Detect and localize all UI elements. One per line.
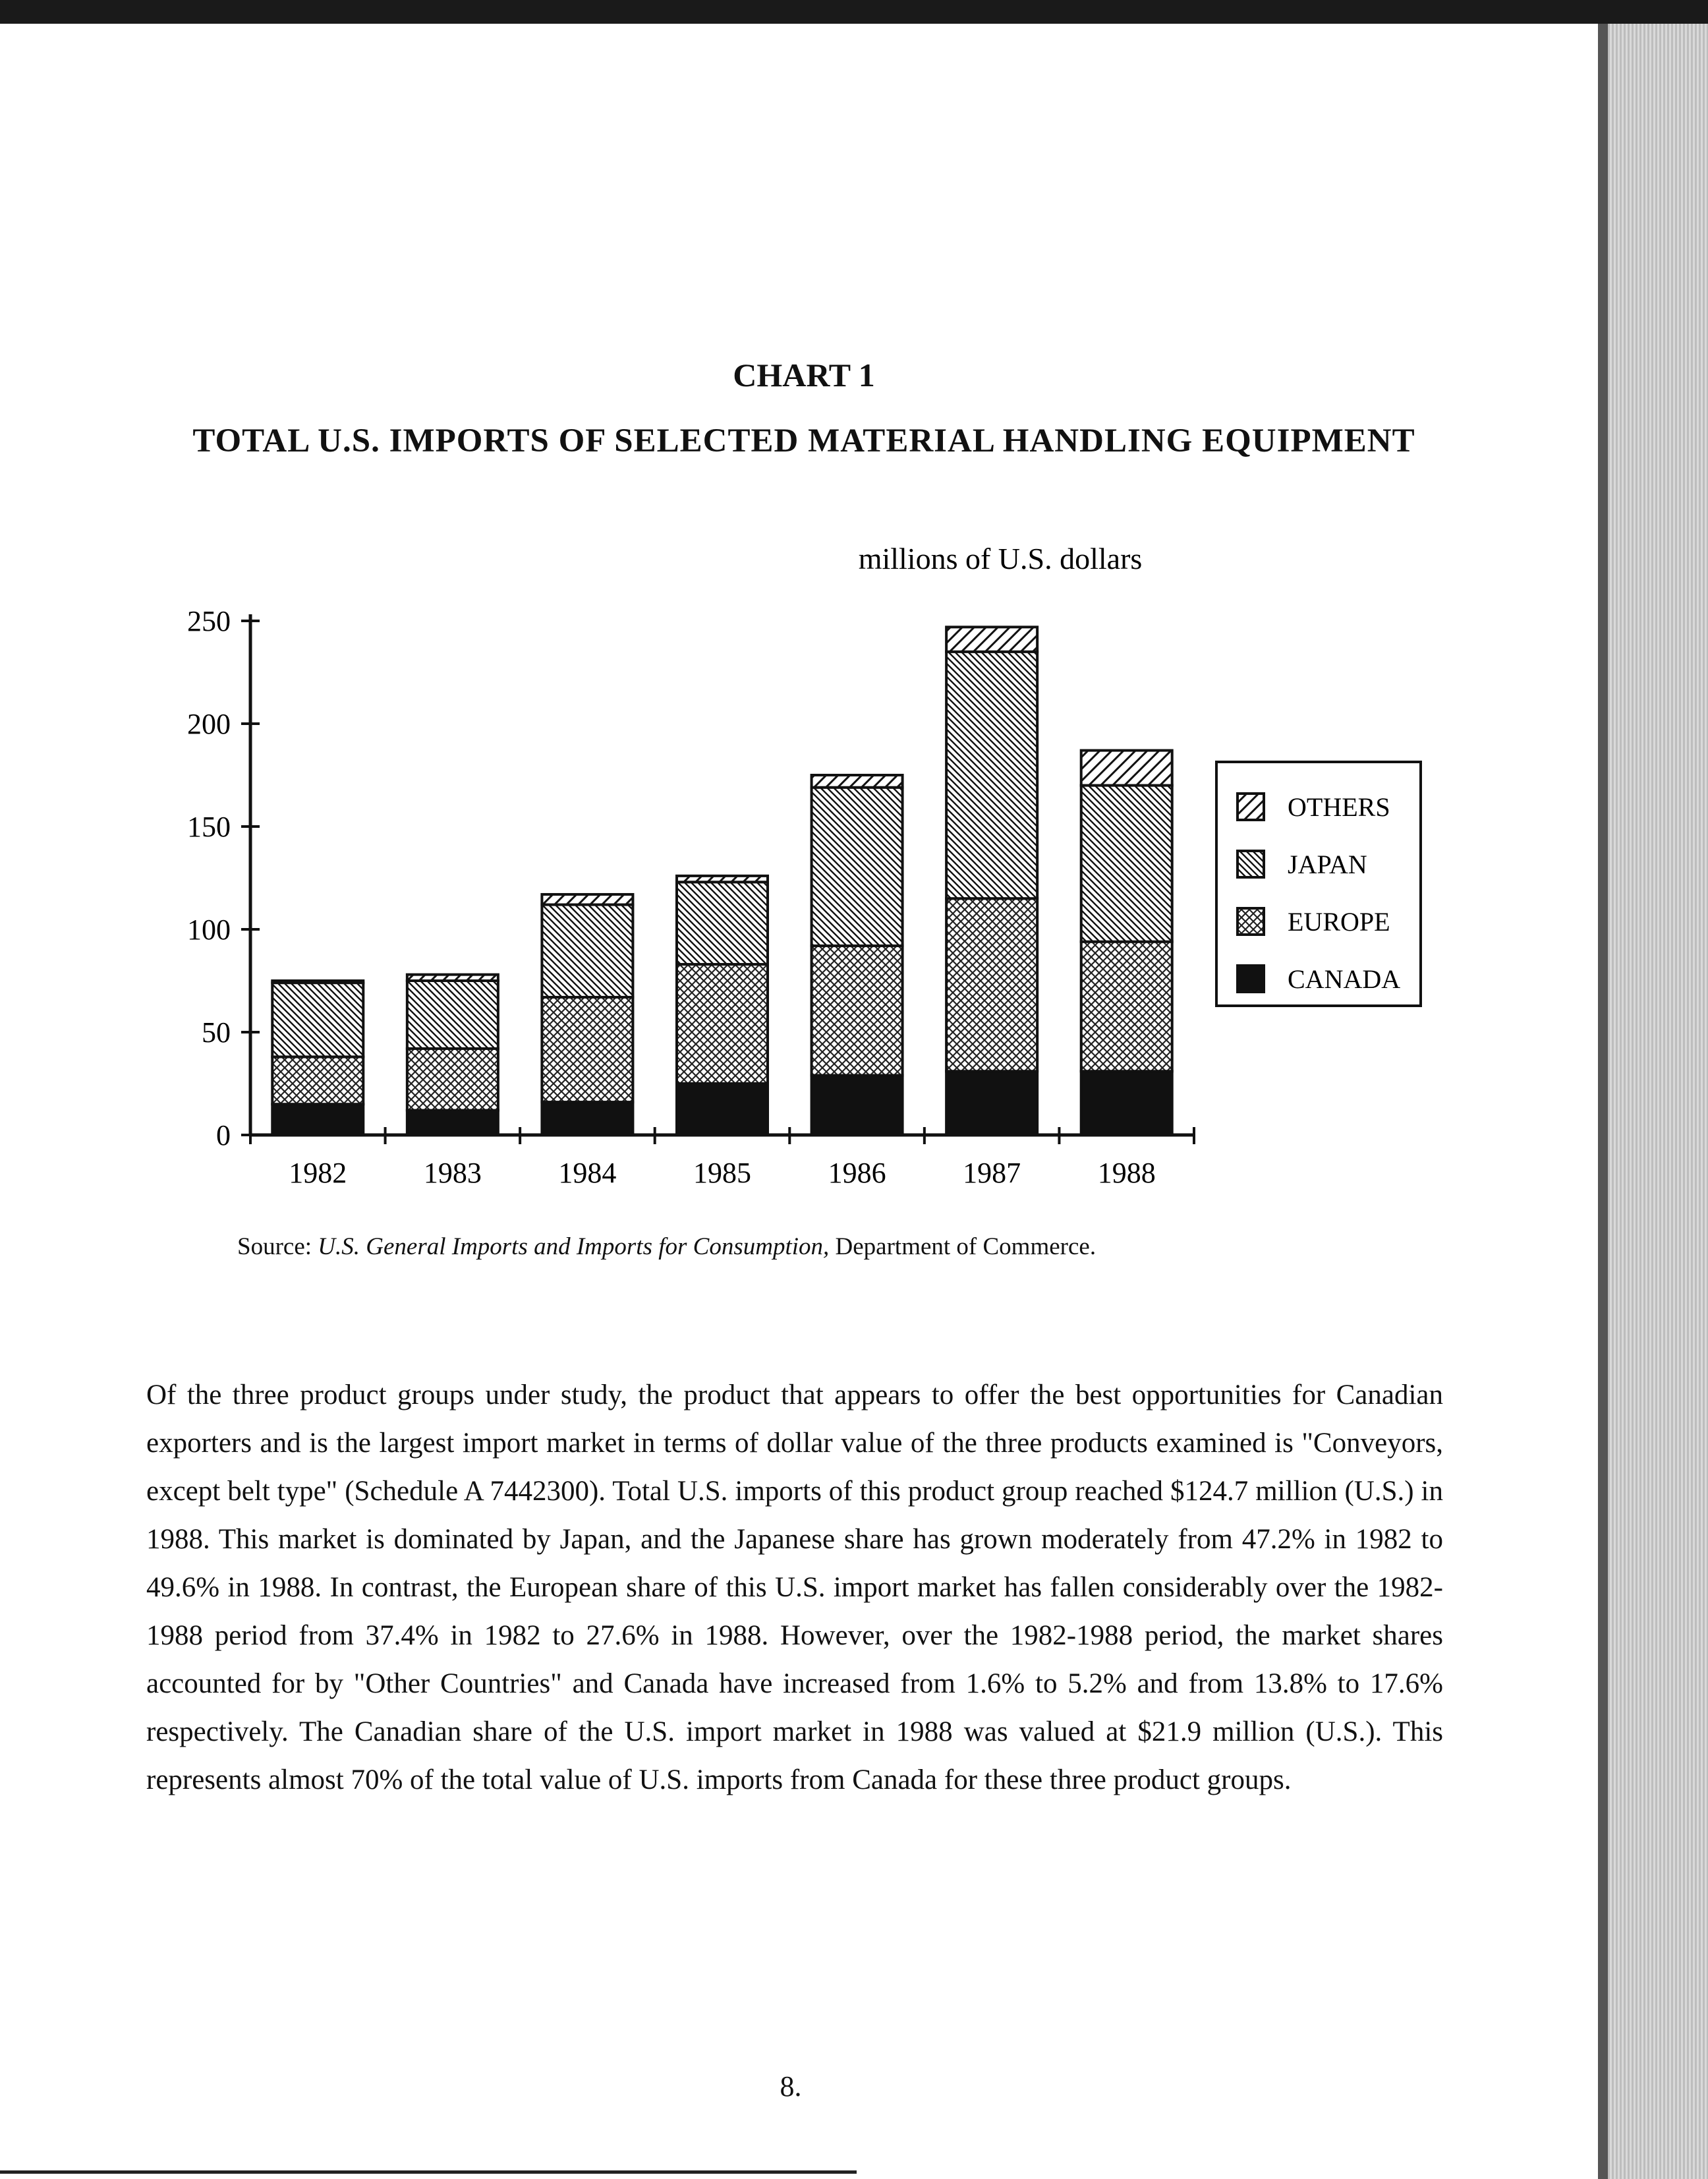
bar-segment-europe bbox=[812, 946, 903, 1076]
scan-right-margin bbox=[1608, 24, 1708, 2179]
legend-swatch-others bbox=[1238, 794, 1264, 820]
legend-label-canada: CANADA bbox=[1288, 964, 1401, 994]
y-tick-label: 100 bbox=[187, 914, 231, 946]
legend-label-others: OTHERS bbox=[1288, 792, 1390, 822]
source-prefix: Source: bbox=[237, 1233, 318, 1260]
legend-label-japan: JAPAN bbox=[1288, 850, 1367, 879]
bar-segment-canada bbox=[407, 1111, 498, 1135]
chart-title: TOTAL U.S. IMPORTS OF SELECTED MATERIAL HANDLING EQUIPMENT bbox=[192, 422, 1415, 459]
legend-swatch-japan bbox=[1238, 851, 1264, 877]
x-tick-label: 1982 bbox=[289, 1157, 347, 1189]
bar-segment-others bbox=[407, 975, 498, 981]
y-axis-unit-label: millions of U.S. dollars bbox=[858, 542, 1143, 575]
bar-segment-japan bbox=[812, 788, 903, 946]
source-title: U.S. General Imports and Imports for Consumption, bbox=[318, 1233, 830, 1260]
chart-number: CHART 1 bbox=[733, 357, 875, 393]
y-tick-label: 200 bbox=[187, 708, 231, 740]
bar-segment-europe bbox=[946, 898, 1037, 1071]
x-tick-label: 1983 bbox=[423, 1157, 482, 1189]
bar-segment-europe bbox=[542, 997, 633, 1102]
bar-segment-japan bbox=[677, 882, 768, 964]
x-tick-label: 1988 bbox=[1097, 1157, 1156, 1189]
bar-segment-canada bbox=[946, 1071, 1037, 1135]
y-tick-label: 0 bbox=[216, 1119, 231, 1151]
x-tick-label: 1986 bbox=[828, 1157, 886, 1189]
bar-segment-canada bbox=[812, 1076, 903, 1135]
legend-label-europe: EUROPE bbox=[1288, 907, 1390, 937]
y-tick-label: 50 bbox=[202, 1016, 231, 1049]
bar-segment-japan bbox=[1081, 786, 1172, 942]
legend-swatch-canada bbox=[1238, 966, 1264, 992]
bar-segment-canada bbox=[677, 1084, 768, 1135]
scan-bottom-border bbox=[0, 2170, 857, 2174]
bar-segment-others bbox=[946, 627, 1037, 651]
bar-segment-japan bbox=[407, 981, 498, 1049]
bar-segment-japan bbox=[272, 983, 363, 1057]
bar-segment-europe bbox=[677, 964, 768, 1084]
x-tick-label: 1984 bbox=[558, 1157, 617, 1189]
source-suffix: Department of Commerce. bbox=[829, 1233, 1096, 1260]
x-tick-label: 1985 bbox=[693, 1157, 751, 1189]
bar-segment-others bbox=[542, 894, 633, 905]
bar-segment-others bbox=[812, 775, 903, 788]
x-tick-label: 1987 bbox=[963, 1157, 1021, 1189]
bar-segment-others bbox=[272, 981, 363, 983]
bar-segment-canada bbox=[272, 1104, 363, 1135]
y-tick-label: 250 bbox=[187, 605, 231, 637]
legend-swatch-europe bbox=[1238, 908, 1264, 935]
bar-segment-japan bbox=[946, 652, 1037, 898]
bar-segment-others bbox=[677, 876, 768, 882]
bar-segment-japan bbox=[542, 905, 633, 997]
body-paragraph: Of the three product groups under study, the product that appears to offer the best opportunities for Canadian exporters and is the largest import market in terms of dollar value of the three products examined is "Conveyors, except belt type" (Schedule A 7442300). Total U.S. imports of this product group reached $124.7 million (U.S.) in 1988. This market is dominated by Japan, and the Japanese share has grown moderately from 47.2% in 1982 to 49.6% in 1988. In contrast, the European share of this U.S. import market has fallen considerably over the 1982-1988 period from 37.4% in 1982 to 27.6% in 1988. However, over the 1982-1988 period, the market shares accounted for by "Other Countries" and Canada have increased from 1.6% to 5.2% and from 13.8% to 17.6% respectively. The Canadian share of the U.S. import market in 1988 was valued at $21.9 million (U.S.). This represents almost 70% of the total value of U.S. imports from Canada for these three product groups. bbox=[146, 1380, 1443, 1795]
bar-segment-europe bbox=[1081, 942, 1172, 1072]
bar-segment-europe bbox=[272, 1057, 363, 1104]
y-tick-label: 150 bbox=[187, 811, 231, 843]
bar-segment-others bbox=[1081, 751, 1172, 786]
bar-segment-canada bbox=[1081, 1071, 1172, 1135]
bar-segment-canada bbox=[542, 1102, 633, 1135]
source-note bbox=[237, 1233, 1096, 1261]
page-number: 8. bbox=[780, 2070, 802, 2103]
bar-segment-europe bbox=[407, 1049, 498, 1111]
